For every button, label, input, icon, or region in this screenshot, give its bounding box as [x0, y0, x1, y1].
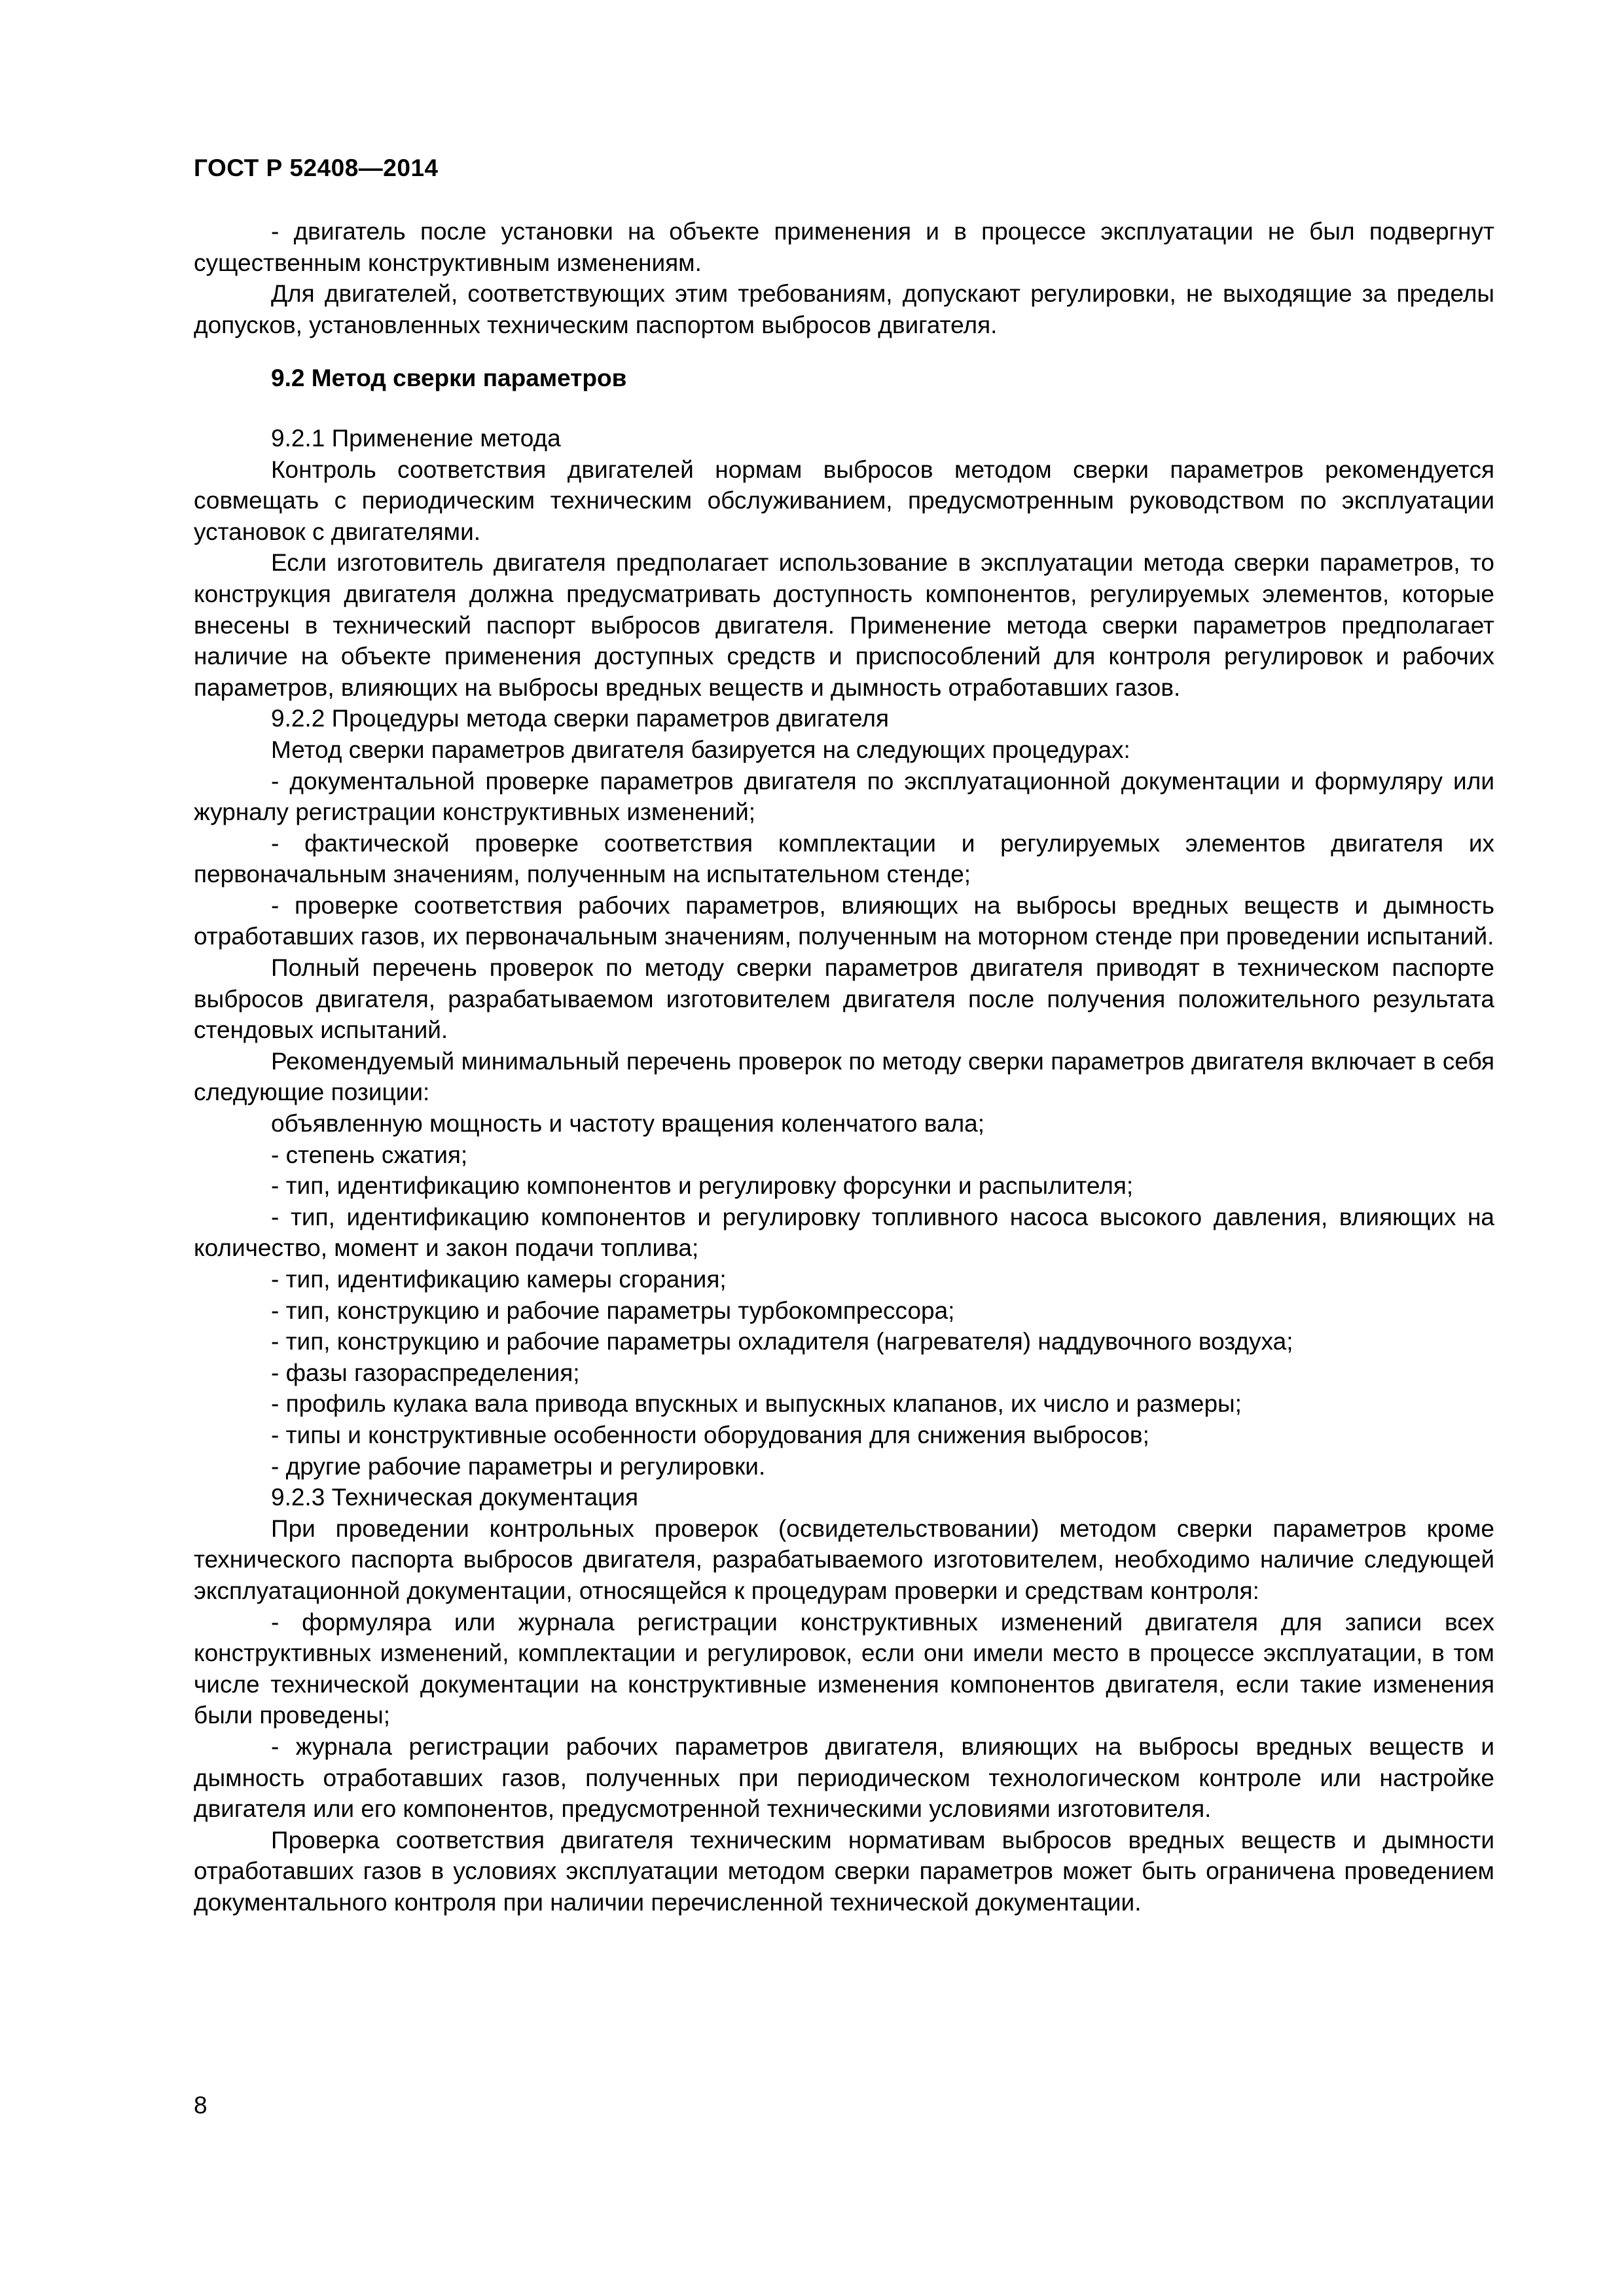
list-item: - журнала регистрации рабочих параметров двигателя, влияющих на выбросы вредных веществ и дымность отработавших газов, полученных при периодическом технологическом контроле или настройке двигателя или его компонентов, предусмотренной техническими условиями изготовителя.	[194, 1732, 1494, 1823]
list-item: - тип, идентификацию компонентов и регулировку топливного насоса высокого давления, влияющих на количество, момент и закон подачи топлива;	[194, 1203, 1494, 1262]
list-item: - степень сжатия;	[271, 1141, 468, 1168]
list-item: - другие рабочие параметры и регулировки.	[271, 1452, 766, 1480]
list-item: - фактической проверке соответствия комплектации и регулируемых элементов двигателя их первоначальным значениям, полученным на испытательном стенде;	[194, 829, 1494, 888]
list-item: - формуляра или журнала регистрации конструктивных изменений двигателя для записи всех конструктивных изменений, комплектации и регулировок, если они имели место в процессе эксплуатации, в том числе технической документации на конструктивные изменения компонентов двигателя, если такие изменения были проведены;	[194, 1608, 1494, 1729]
page-number: 8	[194, 2092, 208, 2119]
subsection-heading: 9.2.2 Процедуры метода сверки параметров двигателя	[271, 705, 890, 732]
subsection-heading: 9.2.1 Применение метода	[271, 424, 561, 452]
paragraph: Рекомендуемый минимальный перечень проверок по методу сверки параметров двигателя включает в себя следующие позиции:	[194, 1047, 1494, 1106]
document-code-header: ГОСТ Р 52408—2014	[194, 154, 439, 181]
paragraph: - двигатель после установки на объекте применения и в процессе эксплуатации не был подвергнут существенным конструктивным изменениям.	[194, 218, 1494, 276]
list-item: - тип, идентификацию камеры сгорания;	[271, 1266, 727, 1293]
list-item: - тип, конструкцию и рабочие параметры охладителя (нагревателя) наддувочного воздуха;	[271, 1328, 1293, 1355]
list-item: - проверке соответствия рабочих параметров, влияющих на выбросы вредных веществ и дымность отработавших газов, их первоначальным значениям, полученным на моторном стенде при проведении испытаний.	[194, 891, 1494, 950]
list-item: - профиль кулака вала привода впускных и выпускных клапанов, их число и размеры;	[271, 1390, 1242, 1418]
paragraph: Если изготовитель двигателя предполагает использование в эксплуатации метода сверки параметров, то конструкция двигателя должна предусматривать доступность компонентов, регулируемых элементов, которые внесены в технический паспорт выбросов двигателя. Применение метода сверки параметров предполагает наличие на объекте применения доступных средств и приспособлений для контроля регулировок и рабочих параметров, влияющих на выбросы вредных веществ и дымность отработавших газов.	[194, 549, 1494, 701]
list-item: объявленную мощность и частоту вращения коленчатого вала;	[271, 1110, 985, 1138]
paragraph: Контроль соответствия двигателей нормам выбросов методом сверки параметров рекомендуется совмещать с периодическим техническим обслуживанием, предусмотренным руководством по эксплуатации установок с двигателями.	[194, 456, 1494, 545]
list-item: - фазы газораспределения;	[271, 1359, 580, 1386]
subsection-heading: 9.2.3 Техническая документация	[271, 1484, 639, 1511]
list-item: - тип, конструкцию и рабочие параметры турбокомпрессора;	[271, 1297, 955, 1324]
paragraph: Метод сверки параметров двигателя базируется на следующих процедурах:	[271, 736, 1130, 763]
paragraph: Проверка соответствия двигателя техническим нормативам выбросов вредных веществ и дымности отработавших газов в условиях эксплуатации методом сверки параметров может быть ограничена проведением документального контроля при наличии перечисленной технической документации.	[194, 1826, 1494, 1916]
list-item: - тип, идентификацию компонентов и регулировку форсунки и распылителя;	[271, 1172, 1134, 1200]
paragraph: Полный перечень проверок по методу сверки параметров двигателя приводят в техническом паспорте выбросов двигателя, разрабатываемом изготовителем двигателя после получения положительного результата стендовых испытаний.	[194, 954, 1494, 1044]
paragraph: Для двигателей, соответствующих этим требованиям, допускают регулировки, не выходящие за пределы допусков, установленных техническим паспортом выбросов двигателя.	[194, 280, 1494, 338]
section-heading: 9.2 Метод сверки параметров	[271, 365, 627, 392]
list-item: - документальной проверке параметров двигателя по эксплуатационной документации и формуляру или журналу регистрации конструктивных изменений;	[194, 767, 1494, 826]
paragraph: При проведении контрольных проверок (освидетельствовании) методом сверки параметров кроме технического паспорта выбросов двигателя, разрабатываемого изготовителем, необходимо наличие следующей эксплуатационной документации, относящейся к процедурам проверки и средствам контроля:	[194, 1515, 1494, 1604]
document-body	[194, 216, 1494, 1918]
list-item: - типы и конструктивные особенности оборудования для снижения выбросов;	[271, 1421, 1149, 1448]
